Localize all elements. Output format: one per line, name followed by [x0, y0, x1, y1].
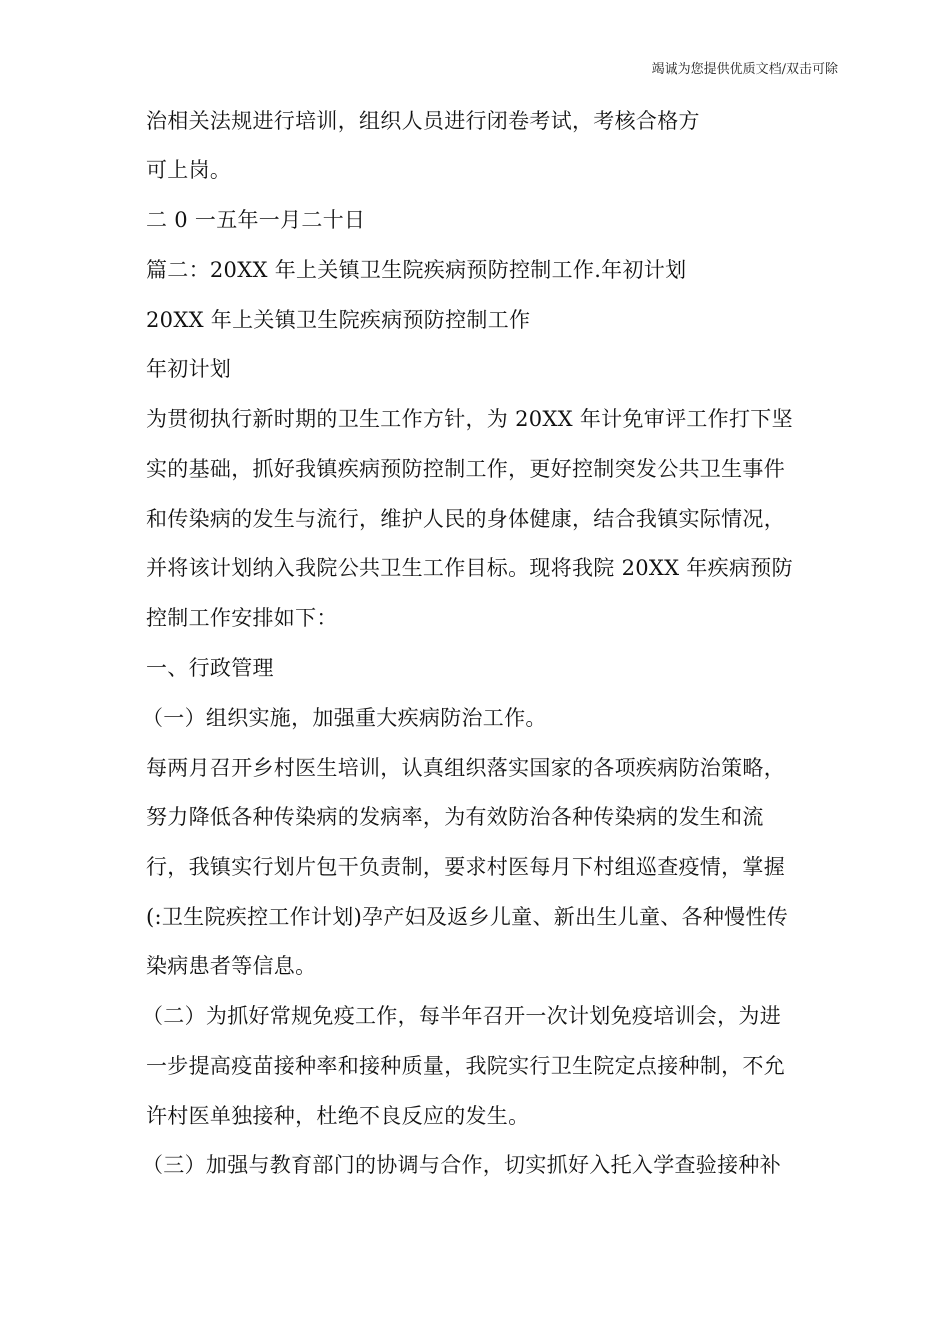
text-line: 努力降低各种传染病的发病率，为有效防治各种传染病的发生和流 — [146, 805, 764, 829]
document-title: 20XX 年上关镇卫生院疾病预防控制工作 — [146, 308, 531, 332]
text-line: 可上岗。 — [146, 158, 232, 182]
document-subtitle: 年初计划 — [146, 357, 232, 381]
text-line: (:卫生院疾控工作计划)孕产妇及返乡儿童、新出生儿童、各种慢性传 — [146, 905, 789, 929]
text-line: 染病患者等信息。 — [146, 954, 317, 978]
text-line: 一步提高疫苗接种率和接种质量，我院实行卫生院定点接种制，不允 — [146, 1054, 785, 1078]
text-line: 治相关法规进行培训，组织人员进行闭卷考试，考核合格方 — [146, 109, 700, 133]
date-line: 二 0 一五年一月二十日 — [146, 208, 366, 232]
text-line: 并将该计划纳入我院公共卫生工作目标。现将我院 20XX 年疾病预防 — [146, 556, 793, 580]
text-line: （二）为抓好常规免疫工作，每半年召开一次计划免疫培训会，为进 — [142, 1004, 781, 1028]
text-line: 和传染病的发生与流行，维护人民的身体健康，结合我镇实际情况， — [146, 507, 785, 531]
section-title: 篇二：20XX 年上关镇卫生院疾病预防控制工作.年初计划 — [146, 258, 687, 282]
subheading: （一）组织实施，加强重大疾病防治工作。 — [142, 706, 547, 730]
text-line: 许村医单独接种，杜绝不良反应的发生。 — [146, 1104, 530, 1128]
text-line: 行，我镇实行划片包干负责制，要求村医每月下村组巡查疫情，掌握 — [146, 855, 785, 879]
text-line: 控制工作安排如下： — [146, 606, 338, 630]
text-line: 为贯彻执行新时期的卫生工作方针，为 20XX 年计免审评工作打下坚 — [146, 407, 793, 431]
text-line: 每两月召开乡村医生培训，认真组织落实国家的各项疾病防治策略， — [146, 756, 785, 780]
heading: 一、行政管理 — [146, 656, 274, 680]
header-note: 竭诚为您提供优质文档/双击可除 — [651, 62, 838, 77]
text-line: （三）加强与教育部门的协调与合作，切实抓好入托入学查验接种补 — [142, 1153, 781, 1177]
text-line: 实的基础，抓好我镇疾病预防控制工作，更好控制突发公共卫生事件 — [146, 457, 785, 481]
